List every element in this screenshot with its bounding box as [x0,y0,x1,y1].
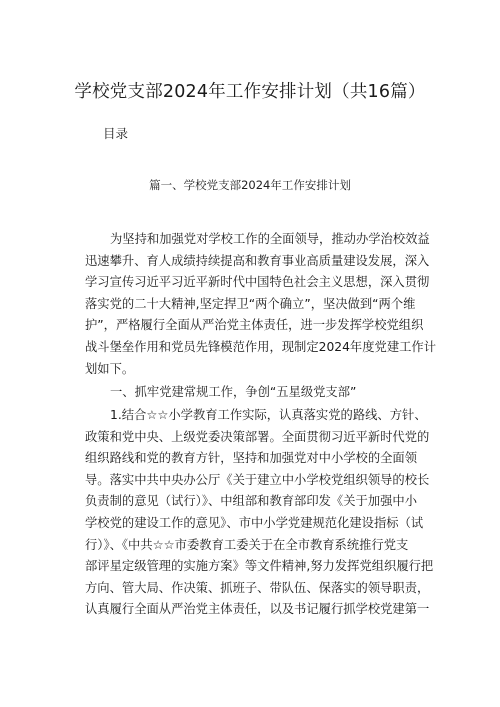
text-line: 划如下。 [85,361,135,376]
section-title: 篇一、学校党支部2024年工作安排计划 [149,178,351,192]
document-title: 学校党支部2024年工作安排计划（共16篇） [74,82,426,102]
text-line: 部评星定级管理的实施方案》等文件精神,努力发挥党组织履行把 [85,559,434,574]
intro-paragraph [85,229,437,380]
text-line: 方向、管大局、作决策、抓班子、带队伍、保落实的领导职责， [85,580,430,595]
text-line: 政策和党中央、上级党委决策部署。全面贯彻习近平新时代党的 [85,429,430,444]
heading-one: 一、抓牢党建常规工作，争创“五星级党支部” [110,385,357,399]
table-of-contents-label: 目录 [103,126,129,141]
text-line: 负责制的意见（试行）》、中组部和教育部印发《关于加强中小 [85,494,418,509]
text-line: 组织路线和党的教育方针，坚持和加强党对中小学校的全面领 [85,451,418,466]
text-line: 迅速攀升、育人成绩持续提高和教育事业高质量建设发展，深入 [85,253,430,268]
text-line: 学校党的建设工作的意见》、市中小学党建规范化建设指标（试 [85,515,424,530]
text-line: 1.结合☆☆小学教育工作实际，认真落实党的路线、方针、 [110,408,427,422]
text-line: 行）》、《中共☆☆市委教育工委关于在全市教育系统推行党支 [85,537,409,552]
text-line: 落实党的二十大精神,坚定捍卫“两个确立”，坚决做到“两个维 [85,296,416,311]
text-line: 学习宣传习近平习近平新时代中国特色社会主义思想，深入贯彻 [85,275,430,290]
text-line: 认真履行全面从严治党主体责任，以及书记履行抓学校党建第一 [85,602,430,617]
text-line: 导。落实中共中央办公厅《关于建立中小学校党组织领导的校长 [85,472,430,487]
item-one-paragraph [85,405,434,621]
text-line: 为坚持和加强党对学校工作的全面领导，推动办学治校效益 [110,232,430,246]
text-line: 护”，严格履行全面从严治党主体责任，进一步发挥学校党组织 [85,318,424,333]
heading-one-block [85,382,431,404]
text-line: 战斗堡垒作用和党员先锋模范作用，现制定2024年度党建工作计 [85,339,437,354]
